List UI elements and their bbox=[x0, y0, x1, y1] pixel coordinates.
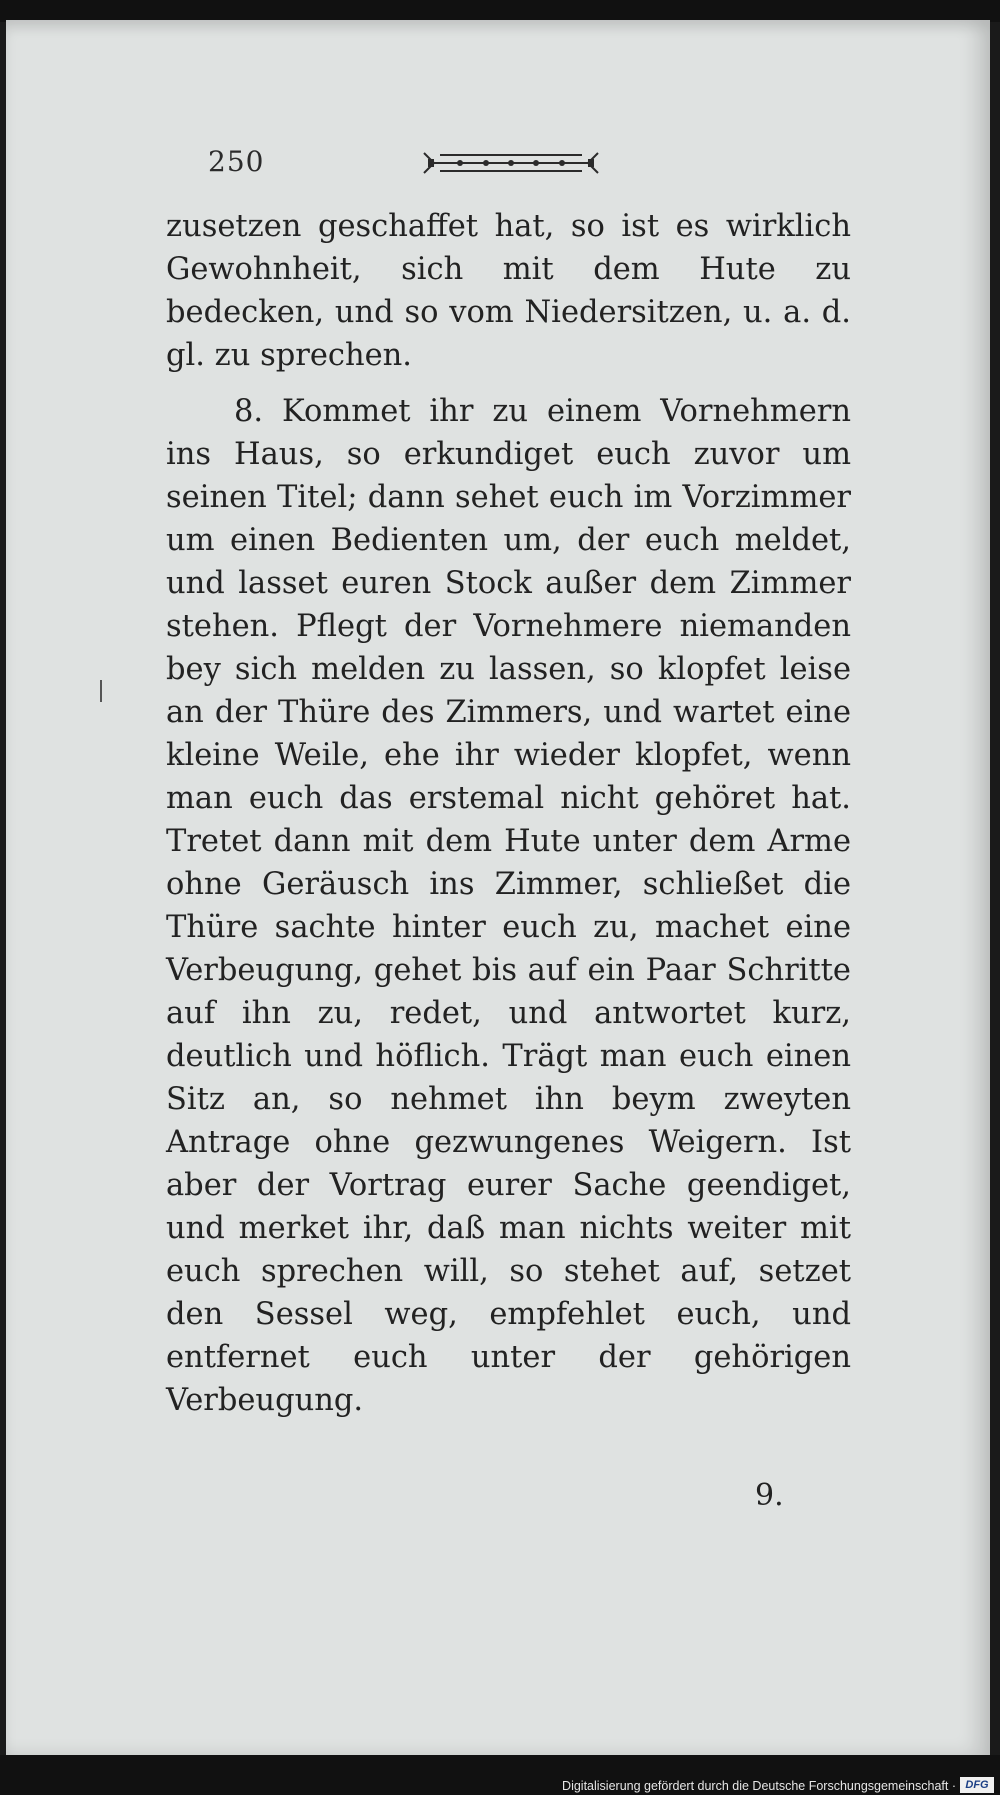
margin-mark bbox=[100, 680, 102, 702]
dfg-logo: DFG bbox=[960, 1777, 994, 1793]
paragraph-continuation: zusetzen geschaffet hat, so ist es wirklich Gewohnheit, sich mit dem Hute zu bedecken, und so vom Niedersitzen, u. a. d. gl. zu sprechen. bbox=[166, 209, 851, 373]
paragraph-8: 8. Kommet ihr zu einem Vornehmern ins Haus, so erkundiget euch zuvor um seinen Titel; dann sehet euch im Vorzimmer um einen Bedienten um, der euch meldet, und lasset euren Stock außer dem Zimmer stehen. Pflegt der Vornehmere niemanden bey sich melden zu lassen, so klopfet leise an der Thüre des Zimmers, und wartet eine kleine Weile, ehe ihr wieder klopfet, wenn man euch das erstemal nicht gehöret hat. Tretet dann mit dem Hute unter dem Arme ohne Geräusch ins Zimmer, schließet die Thüre sachte hinter euch zu, machet eine Verbeugung, gehet bis auf ein Paar Schritte auf ihn zu, redet, und antwortet kurz, deutlich und höflich. Trägt man euch einen Sitz an, so nehmet ihn beym zweyten Antrage ohne gezwungenes Weigern. Ist aber der Vortrag eurer Sache geendiget, und merket ihr, daß man nichts weiter mit euch sprechen will, so stehet auf, setzet den Sessel weg, empfehlet euch, und entfernet euch unter der gehörigen Verbeugung. bbox=[166, 394, 851, 1418]
header-ornament-icon bbox=[420, 145, 602, 181]
catchword: 9. bbox=[755, 1478, 784, 1513]
digitization-credit: Digitalisierung gefördert durch die Deutsche Forschungsgemeinschaft · bbox=[562, 1779, 956, 1793]
page-number: 250 bbox=[208, 145, 265, 178]
body-text bbox=[166, 205, 851, 1422]
scan-top-border bbox=[0, 0, 1000, 22]
